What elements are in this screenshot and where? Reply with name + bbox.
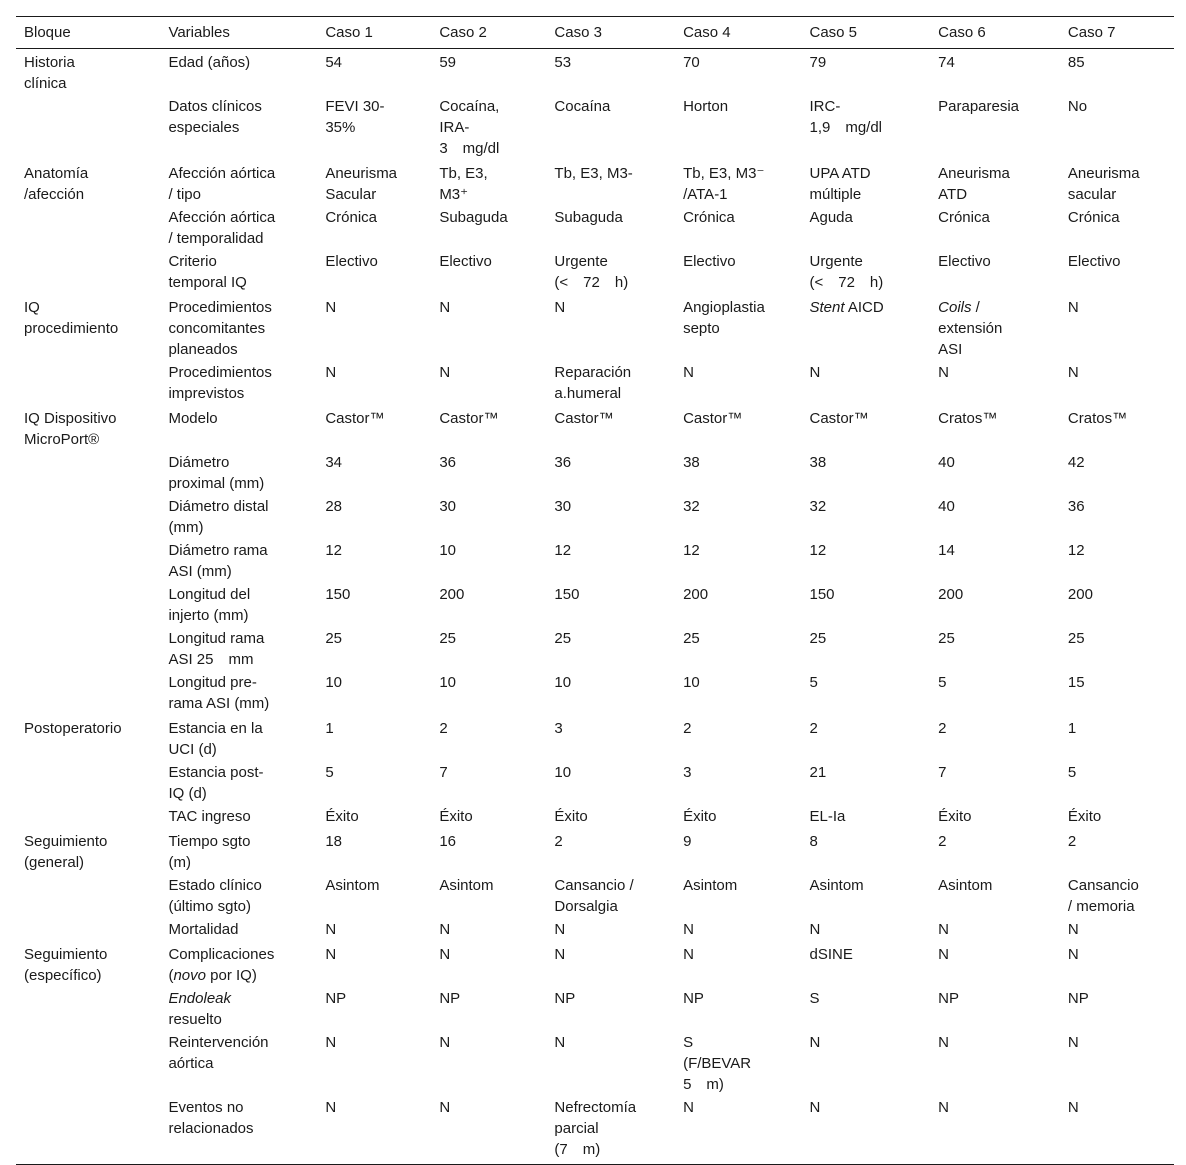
- case-value-cell: Urgente (< 72 h): [554, 253, 629, 291]
- case-value-cell: Éxito: [938, 808, 972, 825]
- case-value-cell: Angioplastia septo: [683, 299, 765, 337]
- case-value-cell: 32: [683, 498, 700, 515]
- case-value-cell: 25: [1067, 630, 1085, 647]
- table-row: [16, 451, 1174, 495]
- block-cell: Seguimiento (específico): [24, 946, 108, 984]
- case-value-cell: Electivo: [439, 253, 492, 270]
- column-header: Caso 7: [1060, 17, 1174, 49]
- case-value-cell: Paraparesia: [938, 98, 1020, 115]
- block-cell: [16, 987, 160, 1031]
- case-value-cell: 18: [325, 833, 343, 850]
- case-value-cell: 79: [809, 54, 827, 71]
- block-cell: [16, 671, 160, 715]
- variable-cell: Eventos no relacionados: [160, 1096, 317, 1165]
- case-value-cell: 7: [439, 764, 448, 781]
- variable-cell: Procedimientos concomitantes planeados: [168, 299, 272, 358]
- variable-cell: TAC ingreso: [168, 808, 251, 825]
- table-row: [16, 918, 1174, 941]
- case-value-cell: 16: [439, 833, 456, 850]
- case-value-cell: N: [683, 364, 694, 381]
- case-value-cell: Asintom: [683, 877, 738, 894]
- case-value-cell: N: [1060, 1096, 1174, 1165]
- case-value-cell: Cratos™: [938, 410, 998, 427]
- case-value-cell: Electivo: [683, 253, 736, 270]
- column-header: Variables: [160, 17, 317, 49]
- case-value-cell: Stent AICD: [809, 299, 884, 316]
- table-row: [16, 495, 1174, 539]
- variable-cell: Modelo: [168, 410, 218, 427]
- case-value-cell: Castor™: [554, 410, 614, 427]
- block-cell: [16, 206, 160, 250]
- case-value-cell: Coils / extensión ASI: [938, 299, 1003, 358]
- table-row: [16, 671, 1174, 715]
- variable-cell: Complicaciones (novo por IQ): [168, 946, 275, 984]
- case-value-cell: Aneurisma sacular: [1067, 165, 1140, 203]
- case-value-cell: 42: [1067, 454, 1085, 471]
- table-row: [16, 294, 1174, 361]
- table-row: [16, 49, 1174, 96]
- block-cell: [16, 451, 160, 495]
- case-value-cell: 150: [554, 586, 580, 603]
- case-value-cell: 5: [325, 764, 334, 781]
- case-value-cell: Tb, E3, M3⁺: [439, 165, 488, 203]
- case-value-cell: N: [938, 1034, 949, 1051]
- case-value-cell: 36: [554, 454, 572, 471]
- case-value-cell: N: [325, 364, 337, 381]
- case-value-cell: 25: [683, 630, 700, 647]
- table-row: [16, 583, 1174, 627]
- case-value-cell: Urgente (< 72 h): [809, 253, 884, 291]
- table-row: [16, 874, 1174, 918]
- case-value-cell: Cansancio / Dorsalgia: [554, 877, 634, 915]
- case-value-cell: 74: [938, 54, 955, 71]
- block-cell: Anatomía /afección: [24, 165, 89, 203]
- block-cell: [16, 761, 160, 805]
- case-value-cell: Electivo: [325, 253, 378, 270]
- case-value-cell: Castor™: [325, 410, 385, 427]
- block-cell: [16, 805, 160, 828]
- case-value-cell: N: [1067, 946, 1079, 963]
- case-value-cell: 15: [1067, 674, 1085, 691]
- case-value-cell: N: [439, 921, 451, 938]
- case-value-cell: 54: [325, 54, 343, 71]
- table-row: [16, 405, 1174, 451]
- table-row: [16, 627, 1174, 671]
- case-value-cell: 5: [1067, 764, 1077, 781]
- case-value-cell: N: [325, 1034, 337, 1051]
- case-value-cell: 28: [325, 498, 343, 515]
- case-value-cell: 200: [439, 586, 465, 603]
- case-value-cell: 1: [325, 720, 334, 737]
- case-value-cell: Éxito: [683, 808, 717, 825]
- case-value-cell: 30: [554, 498, 572, 515]
- case-value-cell: 10: [439, 674, 456, 691]
- case-value-cell: 25: [325, 630, 343, 647]
- table-row: [16, 1031, 1174, 1096]
- case-value-cell: 14: [938, 542, 955, 559]
- case-value-cell: Castor™: [439, 410, 499, 427]
- case-value-cell: Electivo: [1067, 253, 1121, 270]
- case-value-cell: Subaguda: [439, 209, 508, 226]
- case-value-cell: Cratos™: [1067, 410, 1128, 427]
- case-value-cell: 2: [554, 833, 563, 850]
- case-value-cell: N: [683, 946, 694, 963]
- case-value-cell: 7: [938, 764, 947, 781]
- case-value-cell: S (F/BEVAR 5 m): [683, 1034, 752, 1093]
- block-cell: [16, 583, 160, 627]
- block-cell: [16, 95, 160, 160]
- case-value-cell: N: [930, 1096, 1060, 1165]
- column-header: Caso 2: [431, 17, 546, 49]
- variable-cell: Afección aórtica / temporalidad: [168, 209, 276, 247]
- table-body: [16, 49, 1174, 1165]
- case-value-cell: N: [938, 946, 949, 963]
- case-value-cell: 150: [809, 586, 835, 603]
- case-value-cell: 1: [1067, 720, 1077, 737]
- column-header: Bloque: [16, 17, 160, 49]
- case-value-cell: Crónica: [938, 209, 990, 226]
- case-value-cell: 10: [554, 674, 572, 691]
- case-value-cell: Reparación a.humeral: [554, 364, 632, 402]
- table-row: [16, 206, 1174, 250]
- variable-cell: Afección aórtica / tipo: [168, 165, 276, 203]
- case-value-cell: 2: [439, 720, 448, 737]
- case-value-cell: Éxito: [325, 808, 359, 825]
- case-value-cell: N: [554, 921, 566, 938]
- case-value-cell: N: [809, 1034, 821, 1051]
- case-value-cell: 25: [439, 630, 456, 647]
- case-value-cell: NP: [439, 990, 461, 1007]
- case-value-cell: Subaguda: [554, 209, 623, 226]
- case-value-cell: N: [439, 299, 451, 316]
- case-value-cell: Crónica: [1067, 209, 1120, 226]
- case-value-cell: 10: [683, 674, 700, 691]
- case-value-cell: 30: [439, 498, 456, 515]
- case-value-cell: Cocaína: [554, 98, 611, 115]
- case-value-cell: 25: [809, 630, 827, 647]
- case-value-cell: UPA ATD múltiple: [809, 165, 871, 203]
- case-value-cell: NP: [938, 990, 959, 1007]
- case-value-cell: 10: [325, 674, 343, 691]
- table-row: [16, 539, 1174, 583]
- table-row: [16, 761, 1174, 805]
- case-value-cell: 53: [554, 54, 572, 71]
- block-cell: IQ procedimiento: [24, 299, 119, 337]
- case-value-cell: 40: [938, 498, 955, 515]
- case-value-cell: 12: [554, 542, 572, 559]
- case-value-cell: 2: [1067, 833, 1077, 850]
- case-value-cell: 2: [938, 720, 947, 737]
- case-value-cell: 21: [809, 764, 827, 781]
- variable-cell: Longitud pre- rama ASI (mm): [168, 674, 270, 712]
- column-header: Caso 5: [801, 17, 930, 49]
- case-value-cell: 34: [325, 454, 343, 471]
- case-value-cell: 9: [683, 833, 692, 850]
- case-value-cell: N: [554, 1034, 566, 1051]
- case-value-cell: S: [809, 990, 820, 1007]
- case-value-cell: NP: [1067, 990, 1089, 1007]
- case-value-cell: Tb, E3, M3⁻ /ATA-1: [683, 165, 765, 203]
- case-value-cell: N: [801, 1096, 930, 1165]
- block-cell: [16, 495, 160, 539]
- case-value-cell: 200: [938, 586, 964, 603]
- case-value-cell: Nefrectomía parcial (7 m): [546, 1096, 675, 1165]
- block-cell: [16, 1031, 160, 1096]
- case-value-cell: 40: [938, 454, 955, 471]
- case-value-cell: Asintom: [439, 877, 494, 894]
- case-value-cell: 3: [683, 764, 692, 781]
- case-value-cell: Aneurisma ATD: [938, 165, 1010, 203]
- case-value-cell: Aguda: [809, 209, 853, 226]
- variable-cell: Mortalidad: [168, 921, 239, 938]
- case-value-cell: 38: [809, 454, 827, 471]
- table-row: [16, 987, 1174, 1031]
- case-value-cell: 200: [1067, 586, 1093, 603]
- block-cell: [16, 874, 160, 918]
- case-value-cell: NP: [683, 990, 704, 1007]
- case-value-cell: Crónica: [683, 209, 735, 226]
- case-value-cell: Electivo: [938, 253, 991, 270]
- variable-cell: Procedimientos imprevistos: [168, 364, 272, 402]
- case-value-cell: IRC- 1,9 mg/dl: [809, 98, 883, 136]
- case-value-cell: N: [1067, 364, 1079, 381]
- case-value-cell: N: [1067, 299, 1079, 316]
- table-row: [16, 95, 1174, 160]
- case-value-cell: N: [809, 921, 821, 938]
- block-cell: [16, 1096, 160, 1165]
- case-value-cell: 2: [683, 720, 692, 737]
- case-value-cell: Castor™: [809, 410, 869, 427]
- case-value-cell: No: [1067, 98, 1088, 115]
- variable-cell: Diámetro distal (mm): [168, 498, 269, 536]
- block-cell: [16, 539, 160, 583]
- case-value-cell: N: [938, 364, 949, 381]
- variable-cell: Endoleak resuelto: [168, 990, 232, 1028]
- case-value-cell: Crónica: [325, 209, 378, 226]
- block-cell: [16, 918, 160, 941]
- case-value-cell: N: [938, 921, 949, 938]
- case-value-cell: 10: [439, 542, 456, 559]
- variable-cell: Estado clínico (último sgto): [168, 877, 262, 915]
- case-value-cell: N: [439, 364, 451, 381]
- column-header: Caso 1: [317, 17, 431, 49]
- variable-cell: Diámetro proximal (mm): [168, 454, 265, 492]
- case-value-cell: 12: [1067, 542, 1085, 559]
- case-value-cell: Asintom: [938, 877, 993, 894]
- block-cell: [16, 361, 160, 405]
- case-value-cell: 12: [683, 542, 700, 559]
- case-value-cell: Éxito: [439, 808, 473, 825]
- case-value-cell: N: [675, 1096, 801, 1165]
- case-value-cell: Éxito: [554, 808, 588, 825]
- case-value-cell: N: [325, 299, 337, 316]
- block-cell: Postoperatorio: [24, 720, 122, 737]
- case-value-cell: Aneurisma Sacular: [325, 165, 398, 203]
- case-value-cell: N: [554, 299, 566, 316]
- clinical-cases-table: [16, 16, 1174, 1165]
- column-header: Caso 4: [675, 17, 801, 49]
- variable-cell: Diámetro rama ASI (mm): [168, 542, 268, 580]
- case-value-cell: 12: [325, 542, 343, 559]
- case-value-cell: 36: [1067, 498, 1085, 515]
- variable-cell: Edad (años): [168, 54, 251, 71]
- case-value-cell: 59: [439, 54, 456, 71]
- column-header: Caso 6: [930, 17, 1060, 49]
- case-value-cell: Cansancio / memoria: [1067, 877, 1139, 915]
- block-cell: [16, 627, 160, 671]
- case-value-cell: Asintom: [325, 877, 380, 894]
- block-cell: Historia clínica: [24, 54, 75, 92]
- block-cell: Seguimiento (general): [24, 833, 108, 871]
- table-row: [16, 828, 1174, 874]
- table-row: [16, 160, 1174, 206]
- variable-cell: Tiempo sgto (m): [168, 833, 251, 871]
- case-value-cell: 70: [683, 54, 700, 71]
- case-value-cell: 36: [439, 454, 456, 471]
- block-cell: [16, 250, 160, 294]
- case-value-cell: 10: [554, 764, 572, 781]
- variable-cell: Reintervención aórtica: [168, 1034, 269, 1072]
- case-value-cell: N: [325, 921, 337, 938]
- variable-cell: Datos clínicos especiales: [168, 98, 262, 136]
- table-row: [16, 715, 1174, 761]
- case-value-cell: N: [325, 946, 337, 963]
- case-value-cell: 5: [809, 674, 818, 691]
- case-value-cell: EL-Ia: [809, 808, 846, 825]
- case-value-cell: 150: [325, 586, 351, 603]
- table-row: [16, 361, 1174, 405]
- column-header: Caso 3: [546, 17, 675, 49]
- case-value-cell: 32: [809, 498, 827, 515]
- case-value-cell: 8: [809, 833, 818, 850]
- case-value-cell: N: [431, 1096, 546, 1165]
- case-value-cell: Éxito: [1067, 808, 1102, 825]
- case-value-cell: 25: [938, 630, 955, 647]
- table-row: [16, 941, 1174, 987]
- case-value-cell: dSINE: [809, 946, 853, 963]
- variable-cell: Estancia en la UCI (d): [168, 720, 263, 758]
- case-value-cell: 25: [554, 630, 572, 647]
- case-value-cell: Castor™: [683, 410, 743, 427]
- variable-cell: Longitud rama ASI 25 mm: [168, 630, 265, 668]
- case-value-cell: 2: [809, 720, 818, 737]
- case-value-cell: 38: [683, 454, 700, 471]
- table-row: [16, 250, 1174, 294]
- block-cell: IQ Dispositivo MicroPort®: [24, 410, 117, 448]
- case-value-cell: N: [317, 1096, 431, 1165]
- case-value-cell: N: [554, 946, 566, 963]
- case-value-cell: 5: [938, 674, 947, 691]
- case-value-cell: NP: [325, 990, 347, 1007]
- case-value-cell: N: [809, 364, 821, 381]
- variable-cell: Criterio temporal IQ: [168, 253, 247, 291]
- case-value-cell: N: [1067, 1034, 1079, 1051]
- table-row: [16, 805, 1174, 828]
- variable-cell: Estancia post- IQ (d): [168, 764, 264, 802]
- variable-cell: Longitud del injerto (mm): [168, 586, 251, 624]
- case-value-cell: Horton: [683, 98, 729, 115]
- case-value-cell: Cocaína, IRA- 3 mg/dl: [439, 98, 500, 157]
- case-value-cell: 200: [683, 586, 709, 603]
- case-value-cell: 2: [938, 833, 947, 850]
- case-value-cell: FEVI 30- 35%: [325, 98, 385, 136]
- case-value-cell: Asintom: [809, 877, 864, 894]
- case-value-cell: 12: [809, 542, 827, 559]
- case-value-cell: N: [1067, 921, 1079, 938]
- case-value-cell: N: [439, 946, 451, 963]
- case-value-cell: N: [439, 1034, 451, 1051]
- table-row: [16, 1096, 1174, 1165]
- case-value-cell: N: [683, 921, 694, 938]
- case-value-cell: Tb, E3, M3-: [554, 165, 633, 182]
- case-value-cell: 85: [1067, 54, 1085, 71]
- case-value-cell: NP: [554, 990, 576, 1007]
- case-value-cell: 3: [554, 720, 563, 737]
- table-header-row: [16, 17, 1174, 49]
